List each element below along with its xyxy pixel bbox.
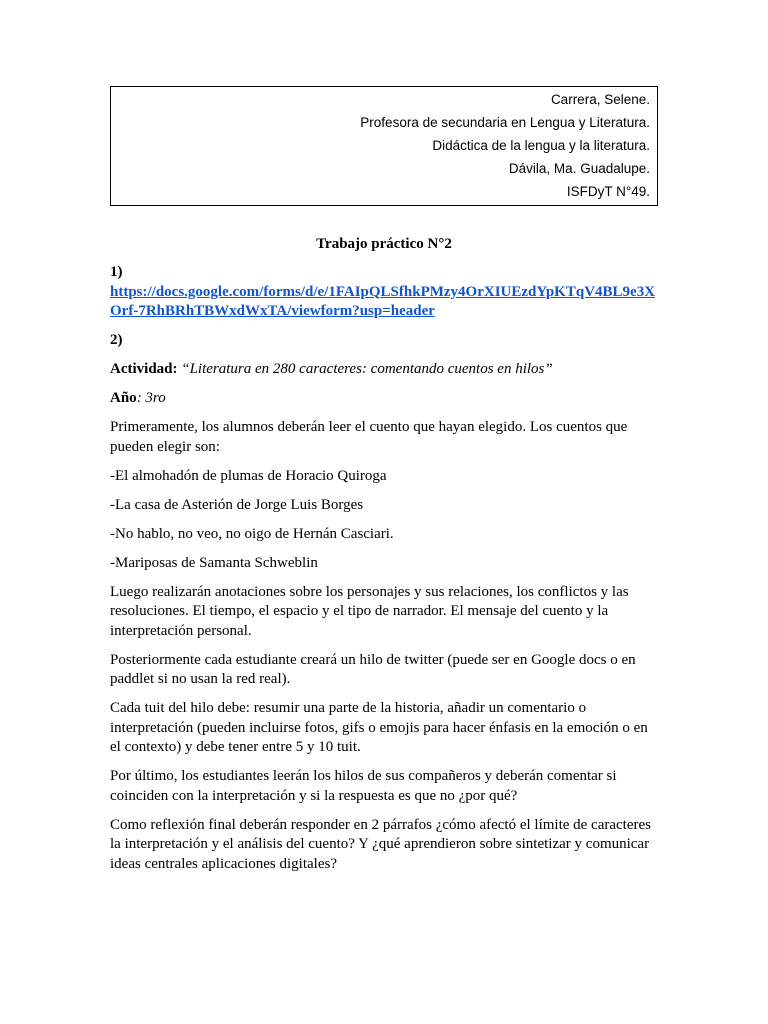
activity-line [110,360,658,380]
intro-paragraph: Primeramente, los alumnos deberán leer el cuento que hayan elegido. Los cuentos que pueden elegir son: [110,419,628,455]
course-name: Didáctica de la lengua y la literatura. [432,138,650,153]
year-value: : 3ro [136,390,166,406]
story-item: -Mariposas de Samanta Schweblin [110,554,318,571]
annotations-paragraph: Luego realizarán anotaciones sobre los personajes y sus relaciones, los conflictos y las resoluciones. El tiempo, el espacio y el tipo de narrador. El mensaje del cuento y la interpretación personal. [110,583,629,639]
section-1-number: 1) [110,264,123,280]
document-page [110,86,658,884]
author-name: Carrera, Selene. [550,92,650,107]
teacher-name: Dávila, Ma. Guadalupe. [508,161,650,176]
activity-label: Actividad: [110,361,178,377]
document-title: Trabajo práctico N°2 [316,236,452,252]
story-item: -La casa de Asterión de Jorge Luis Borges [110,496,364,513]
author-role: Profesora de secundaria en Lengua y Literatura. [360,115,650,130]
peer-review-paragraph: Por último, los estudiantes leerán los hilos de sus compañeros y deberán comentar si coinciden con la interpretación y si la respuesta es que no ¿por qué? [110,768,617,804]
section-2-number: 2) [110,332,123,348]
tweet-requirements-paragraph: Cada tuit del hilo debe: resumir una parte de la historia, añadir un comentario o interpretación (pueden incluirse fotos, gifs o emojis para hacer énfasis en la emoción o en el contexto) y debe tener entre 5 y 10 tuit. [110,700,648,755]
twitter-thread-paragraph: Posteriormente cada estudiante creará un hilo de twitter (puede ser en Google docs o en paddlet si no usan la red real). [110,651,636,687]
story-item: -El almohadón de plumas de Horacio Quiroga [110,467,387,484]
activity-title: “Literatura en 280 caracteres: comentando cuentos en hilos” [181,361,553,377]
institution-name: ISFDyT N°49. [566,184,650,199]
author-info-box [110,86,658,206]
reflection-paragraph: Como reflexión final deberán responder en 2 párrafos ¿cómo afectó el límite de caracteres la interpretación y el análisis del cuento? Y ¿qué aprendieron sobre sintetizar y comunicar ideas centrales aplicaciones digitales? [110,816,651,872]
story-item: -No hablo, no veo, no oigo de Hernán Casciari. [110,525,394,542]
year-line [110,389,658,409]
google-form-link[interactable]: https://docs.google.com/forms/d/e/1FAIpQLSfhkPMzy4OrXIUEzdYpKTqV4BL9e3XOrf-7RhBRhTBWxdWxTA/viewform?usp=header [110,283,656,319]
year-label: Año [110,390,137,406]
